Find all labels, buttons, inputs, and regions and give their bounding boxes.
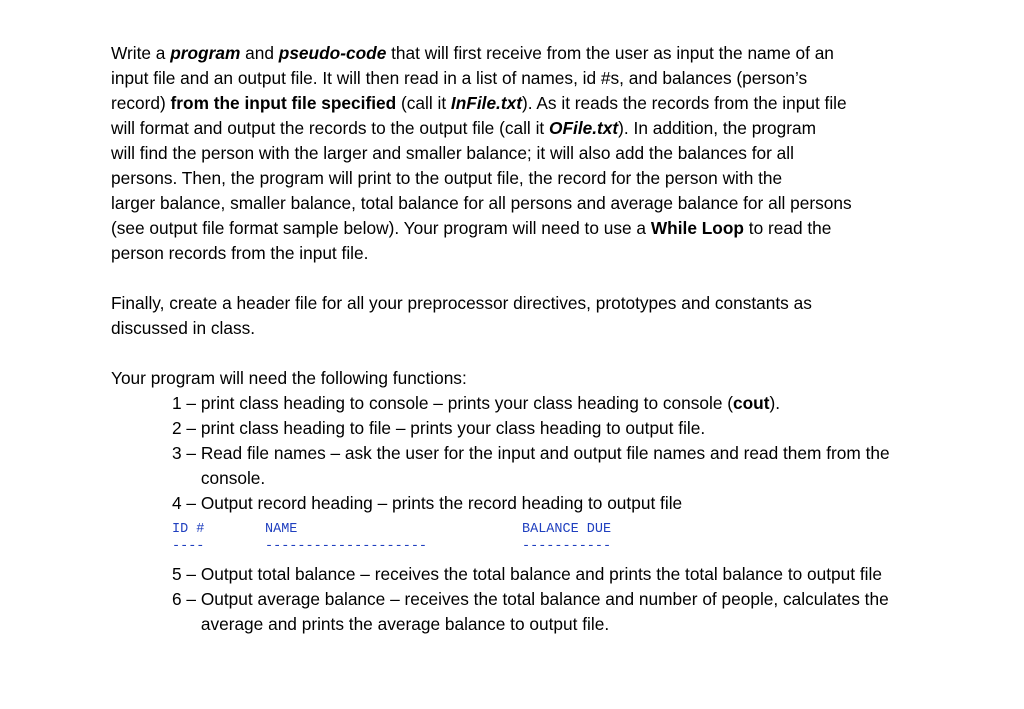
id-dashes: ---- [172,539,205,554]
function-item-6: 6 – Output average balance – receives the total balance and number of people, calculates the average and prints the average balance to output file. [172,589,889,634]
header-line-1: Finally, create a header file for all your preprocessor directives, prototypes and constants as [111,293,812,313]
header-line-2: discussed in class. [111,318,256,338]
document-body [111,41,923,637]
intro-line-2: input file and an output file. It will then read in a list of names, id #s, and balances (person’s [111,68,808,88]
intro-line-1: Write a program and pseudo-code that will first receive from the user as input the name of an [111,43,834,63]
function-item-4: 4 – Output record heading – prints the record heading to output file [172,493,683,513]
name-dashes: -------------------- [265,539,428,554]
function-item-3: 3 – Read file names – ask the user for the input and output file names and read them from the console. [172,443,890,488]
balance-label: BALANCE DUE [522,522,612,537]
name-label: NAME [265,522,298,537]
id-label: ID # [172,522,205,537]
functions-list [172,391,923,637]
intro-line-8: (see output file format sample below). Your program will need to use a While Loop to read the [111,218,832,238]
intro-line-7: larger balance, smaller balance, total balance for all persons and average balance for all persons [111,193,852,213]
intro-line-9: person records from the input file. [111,243,369,263]
intro-line-6: persons. Then, the program will print to the output file, the record for the person with the [111,168,783,188]
intro-line-5: will find the person with the larger and smaller balance; it will also add the balances for all [111,143,794,163]
intro-paragraph [111,41,923,266]
balance-dashes: ----------- [522,539,612,554]
record-heading-sample [172,516,923,562]
functions-intro: Your program will need the following functions: [111,368,467,388]
header-file-paragraph [111,291,923,341]
intro-line-3: record) from the input file specified (call it InFile.txt). As it reads the records from the input file [111,93,847,113]
function-item-1: 1 – print class heading to console – prints your class heading to console (cout). [172,393,781,413]
function-item-5: 5 – Output total balance – receives the total balance and prints the total balance to output file [172,564,882,584]
intro-line-4: will format and output the records to the output file (call it OFile.txt). In addition, the program [111,118,817,138]
function-item-2: 2 – print class heading to file – prints your class heading to output file. [172,418,706,438]
